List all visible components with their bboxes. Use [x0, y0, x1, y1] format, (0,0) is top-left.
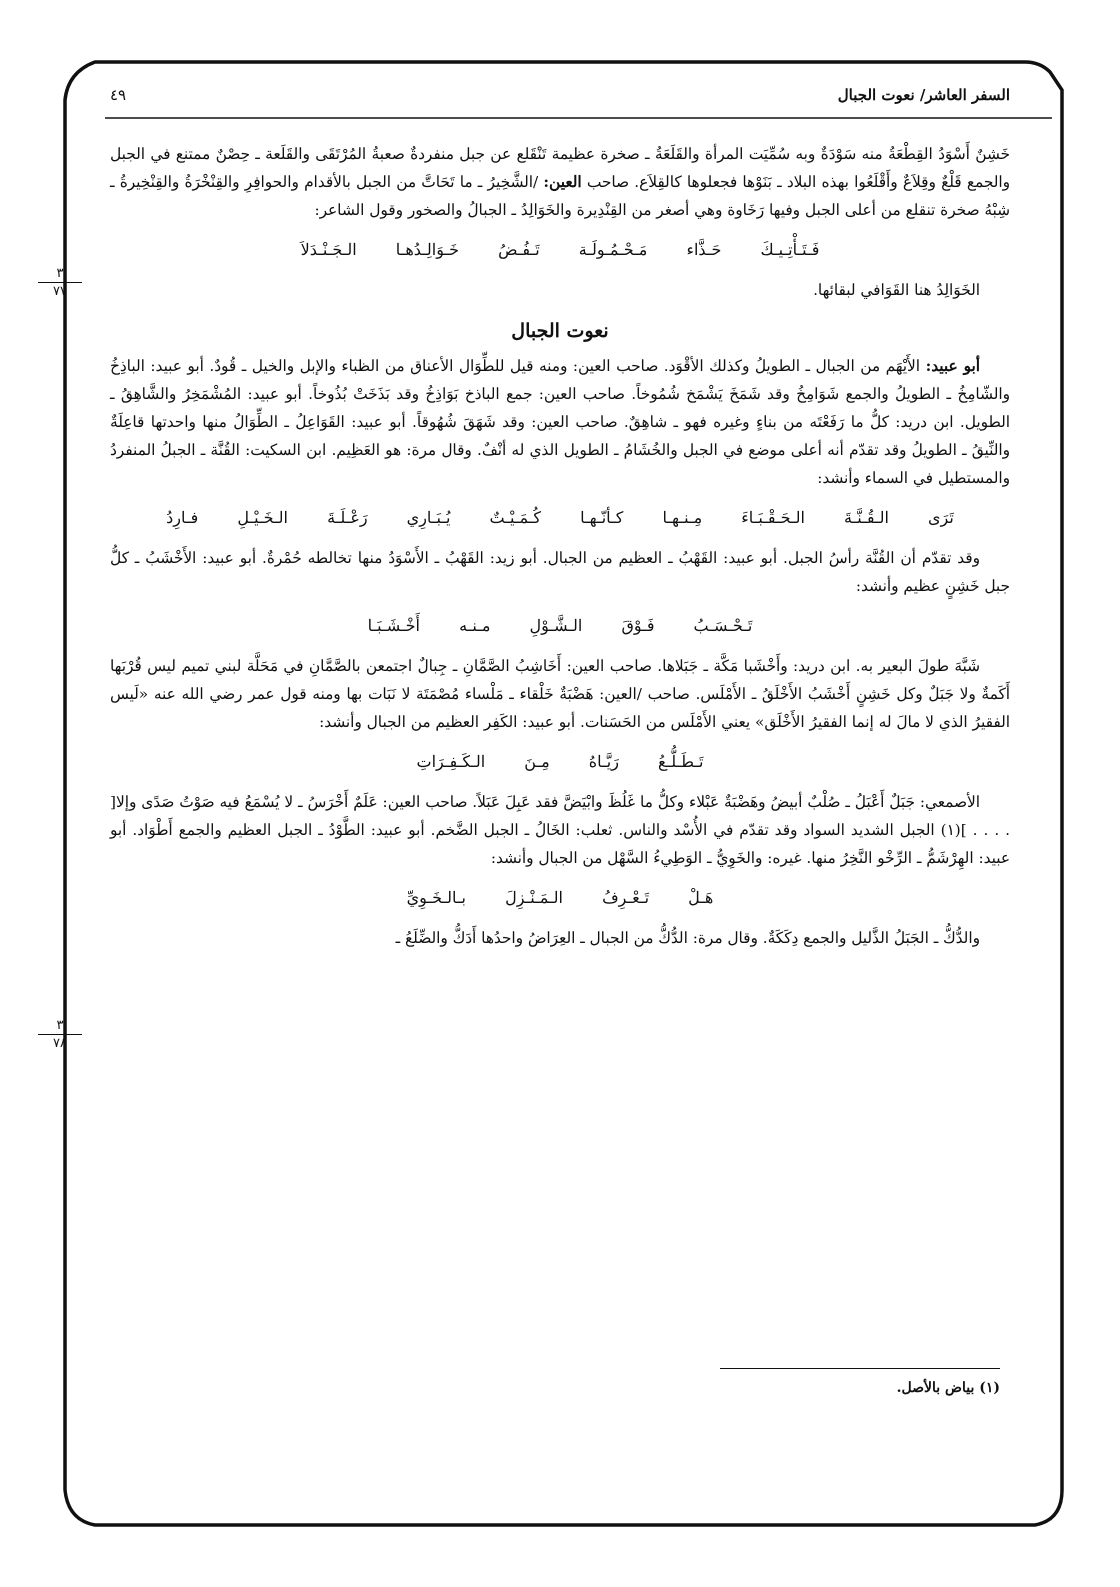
- paragraph-text: الأَيْهَم من الجبال ـ الطويلُ وكذلك الأقْوَد. صاحب العين: ومنه قيل للطِّوَال الأعناق من الظباء والإبل والخيل ـ قُودٌ. أبو عبيد: الباذِخُ والشّامِخُ ـ الطويلُ والجمع شَوَامِخُ وقد شَمَخَ يَشْمَخ شُمُوخاً. صاحب العين: جمع الباذخ بَوَاذِخُ وقد بَذَخَتْ بُذُوخاً. أبو عبيد: المُشْمَخِرُ والشَّاهِقُ ـ الطويل. ابن دريد: كلُّ ما رَفَعْتَه من بناءٍ وغيره فهو ـ شاهِقٌ. صاحب العين: وقد شَهَقَ شُهُوقاً. أبو عبيد: القَوَاعِلُ ـ الطِّوَالُ منها واحدتها قاعِلَةٌ والنِّيقُ ـ الطويلُ وقد تقدّم أنه أعلى موضع في الجبل والخُشَامُ ـ الطويل الذي له أنْفٌ. وقال مرة: هو العَظِيم. ابن السكيت: القُنَّة ـ الجبلُ المنفردُ والمستطيل في السماء وأنشد:: [110, 357, 1010, 487]
- running-header: [110, 78, 1010, 112]
- margin-marker-1: [38, 266, 82, 299]
- speaker-label: العين:: [543, 173, 582, 191]
- verse-2: تَرَى الـقُـنَّـةَ الـحَـقْـبَـاءَ مِـنـهـا كـأنّـهـا كُـمَـيْـتٌ يُـبَـارِي رَعْـلَـةَ الـخَـيْـلِ فـارِدُ: [166, 508, 954, 527]
- paragraph-6: والدُّكُّ ـ الجَبَلُ الذَّليل والجمع دِكَكَةٌ. وقال مرة: الدُّكُّ من الجبال ـ العِرَاضُ واحدُها أَدَكُّ والضِّلَعُ ـ: [395, 929, 980, 947]
- paragraph-2: [110, 352, 1010, 492]
- section-title: نعوت الجبال: [511, 320, 609, 342]
- margin-marker-2: [38, 1018, 82, 1051]
- page-number: ٤٩: [110, 86, 127, 104]
- margin-marker-denominator: ٧٧: [53, 284, 67, 299]
- paragraph-text: خَشِنٌ أَسْوَدُ القِطْعَةُ منه سَوْدَةٌ وبه سُمِّيَت المرأة والقَلَعَةُ ـ صخرة عظيمة تَنْقَلع عن جبل منفردةٌ صعبةُ المُرْتَقَى والقَلَعة ـ حِصْنٌ ممتنع في الجبل والجمع قَلْعٌ وقِلاَعٌ وأَقْلَعُوا بهذه البلاد ـ بَنَوْها فجعلوها كالقِلاَع. صاحب: [110, 145, 1010, 191]
- margin-marker-numerator: ٣: [38, 266, 82, 283]
- paragraph-1: [110, 140, 1010, 224]
- margin-marker-numerator: ٣: [38, 1018, 82, 1035]
- page-body: [110, 140, 1010, 952]
- verse-note: الخَوَالِدُ هنا القَوَافي لبقائها.: [813, 281, 980, 299]
- margin-marker-denominator: ٧٨: [53, 1036, 67, 1051]
- running-title: السفر العاشر/ نعوت الجبال: [837, 86, 1010, 104]
- paragraph-text: /الشَّخِيرُ ـ ما تَحَاتَّ من الجبل بالأقدام والحوافِرِ والقِنْخْرَةُ والقِنْخِيرةُ ـ شِبْهُ صخرة تنقلع من أعلى الجبل وفيها رَخَاوة وهي أصغر من القِنْدِيرة والخَوَالِدُ ـ الجبالُ والصخور وقول الشاعر:: [110, 173, 1010, 219]
- verse-4: تَـطَـلُّـعُ رَيَّـاهُ مِـنَ الـكَـفِـرَاتِ: [416, 752, 704, 771]
- verse-5: هَـلْ تَـعْـرِفُ الـمَـنْـزِلَ بـالـخَـوِيِّ: [406, 888, 714, 907]
- footnote: (١) بياض بالأصل.: [896, 1380, 1000, 1396]
- paragraph-4: شَبَّهَ طولَ البعير به. ابن دريد: وأَخْشَبا مَكَّة ـ جَبَلاها. صاحب العين: أَخَاشِبُ الصَّمَّانِ ـ جِبالٌ اجتمعن بالصَّمَّانِ في مَحَلَّة لبني تميم ليس قُرْبَها أَكَمةٌ ولا جَبَلٌ وكل خَشِنٍ أَخْشَبُ الأَخْلَقُ ـ الأَمْلَس. صاحب /العين: هَضْبَةٌ خَلْقاء ـ مَلْساء مُصْمَتَة لا نَبَات بها ومنه قول عمر رضي الله عنه «لَيس الفقيرُ الذي لا مالَ له إنما الفقيرُ الأَخْلَق» يعني الأَمْلَس من الحَسَنات. أبو عبيد: الكَفِر العظيم من الجبال وأنشد:: [110, 657, 1010, 731]
- paragraph-3: وقد تقدّم أن القُنَّة رأسُ الجبل. أبو عبيد: القَهْبُ ـ العظيم من الجبال. أبو زيد: القَهْبُ ـ الأَسْوَدُ منها تخالطه حُمْرةٌ. أبو عبيد: الأَخْشَبُ ـ كلُّ جبل خَشِنٍ عظيم وأنشد:: [110, 549, 1010, 595]
- verse-1: فَـتَـأْتِـيـكَ حَـذَّاء مَـحْـمُـولَـة تَـفُـضُ خَـوَالِـدُهـا الـجَـنْـدَلاَ: [300, 240, 820, 259]
- verse-3: تَـحْـسَـبُ فَـوْقَ الـشَّـوْلِ مـنـه أَخْـشَـبَـا: [367, 616, 753, 635]
- footnote-rule: [720, 1368, 1000, 1369]
- paragraph-5: الأصمعي: جَبَلٌ أَعْبَلُ ـ صُلْبٌ أبيضُ وهَضْبَةٌ عَبْلاء وكلُّ ما غَلُظَ وابْيَضَّ فقد عَبِلَ عَبَلاً. صاحب العين: عَلَمٌ أَخْرَسُ ـ لا يُسْمَعُ فيه صَوْتُ صَدًى وإلا[ . . . . ](١) الجبل الشديد السواد وقد تقدّم في الأُسْد والناس. ثعلب: الخَالُ ـ الجبل الضَّخم. أبو عبيد: الطَّوْدُ ـ الجبل العظيم والجمع أَطْوَاد. أبو عبيد: الهِرْشَمُّ ـ الرِّخْو النَّخِرُ منها. غيره: والخَوِيُّ ـ الوَطِيءُ السَّهْل من الجبال وأنشد:: [110, 793, 1010, 867]
- speaker-label: أبو عبيد:: [925, 357, 980, 375]
